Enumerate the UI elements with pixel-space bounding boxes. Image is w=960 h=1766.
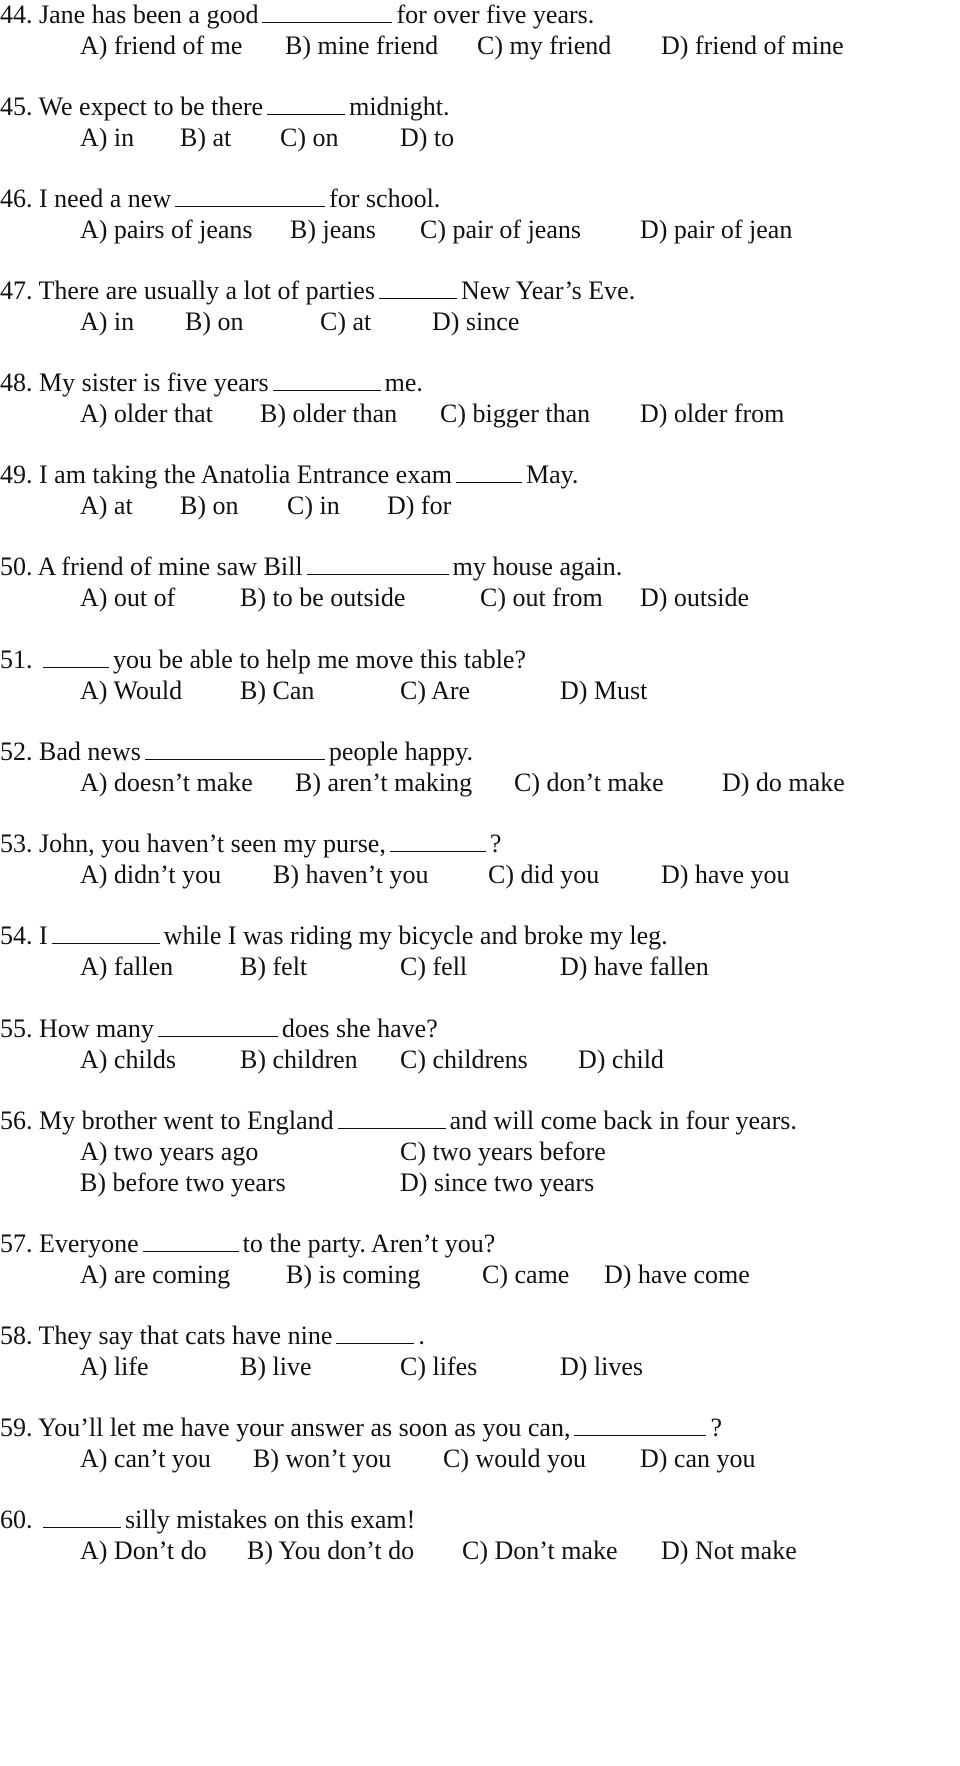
question-text-after-blank: ? bbox=[710, 1413, 723, 1442]
question-stem bbox=[0, 1413, 722, 1443]
answer-option[interactable]: D) child bbox=[578, 1045, 664, 1074]
answer-option[interactable]: C) fell bbox=[400, 952, 468, 981]
answer-blank[interactable] bbox=[175, 184, 325, 207]
answer-option[interactable]: A) fallen bbox=[80, 952, 174, 981]
question-stem bbox=[0, 1229, 495, 1259]
question-number: 53. bbox=[0, 829, 33, 858]
question-text-after-blank: to the party. Aren’t you? bbox=[242, 1229, 496, 1258]
question-text-before-blank: Jane has been a good bbox=[39, 0, 259, 29]
answer-option[interactable]: A) at bbox=[80, 491, 133, 520]
question-number: 58. bbox=[0, 1321, 33, 1350]
answer-option[interactable]: C) out from bbox=[480, 583, 603, 612]
question-text-before-blank: You’ll let me have your answer as soon as you can, bbox=[38, 1413, 571, 1442]
answer-option[interactable]: C) would you bbox=[443, 1444, 586, 1473]
question-text-before-blank: I need a new bbox=[39, 184, 172, 213]
answer-option[interactable]: C) lifes bbox=[400, 1352, 478, 1381]
question-stem bbox=[0, 92, 450, 122]
answer-blank[interactable] bbox=[379, 276, 457, 299]
question-text-after-blank: you be able to help me move this table? bbox=[113, 645, 526, 674]
answer-blank[interactable] bbox=[158, 1014, 278, 1037]
answer-option[interactable]: A) older that bbox=[80, 399, 213, 428]
answer-option[interactable]: B) mine friend bbox=[285, 31, 439, 60]
question-text-before-blank: My sister is five years bbox=[39, 368, 269, 397]
answer-option[interactable]: C) pair of jeans bbox=[420, 215, 582, 244]
answer-option[interactable]: D) have you bbox=[661, 860, 790, 889]
answer-option[interactable]: D) lives bbox=[560, 1352, 644, 1381]
answer-option[interactable]: A) in bbox=[80, 123, 135, 152]
question-text-after-blank: my house again. bbox=[452, 552, 623, 581]
answer-option[interactable]: A) doesn’t make bbox=[80, 768, 253, 797]
answer-option[interactable]: B) is coming bbox=[286, 1260, 421, 1289]
question-text-before-blank: How many bbox=[39, 1014, 154, 1043]
answer-option[interactable]: D) do make bbox=[722, 768, 845, 797]
question-text-after-blank: . bbox=[418, 1321, 425, 1350]
question-text-after-blank: people happy. bbox=[328, 737, 473, 766]
question-text-after-blank: and will come back in four years. bbox=[449, 1106, 797, 1135]
question-text-after-blank: midnight. bbox=[349, 92, 450, 121]
question-stem bbox=[0, 921, 668, 951]
answer-option[interactable]: A) can’t you bbox=[80, 1444, 211, 1473]
question-number: 49. bbox=[0, 460, 33, 489]
answer-option[interactable]: D) outside bbox=[640, 583, 750, 612]
question-text-after-blank: me. bbox=[384, 368, 423, 397]
answer-option[interactable]: D) since two years bbox=[400, 1168, 595, 1197]
answer-option[interactable]: C) on bbox=[280, 123, 339, 152]
answer-option[interactable]: A) pairs of jeans bbox=[80, 215, 253, 244]
answer-option[interactable]: D) older from bbox=[640, 399, 785, 428]
answer-option[interactable]: C) don’t make bbox=[514, 768, 664, 797]
answer-blank[interactable] bbox=[574, 1413, 706, 1436]
question-number: 46. bbox=[0, 184, 33, 213]
answer-option[interactable]: A) in bbox=[80, 307, 135, 336]
answer-blank[interactable] bbox=[338, 1106, 446, 1129]
answer-option[interactable]: A) childs bbox=[80, 1045, 177, 1074]
answer-option[interactable]: C) my friend bbox=[477, 31, 612, 60]
answer-option[interactable]: B) haven’t you bbox=[273, 860, 429, 889]
answer-option[interactable]: B) aren’t making bbox=[295, 768, 473, 797]
answer-option[interactable]: B) felt bbox=[240, 952, 308, 981]
answer-option[interactable]: B) to be outside bbox=[240, 583, 406, 612]
question-number: 47. bbox=[0, 276, 33, 305]
answer-blank[interactable] bbox=[390, 829, 486, 852]
answer-option[interactable]: B) children bbox=[240, 1045, 358, 1074]
answer-blank[interactable] bbox=[143, 1229, 239, 1252]
answer-option[interactable]: B) at bbox=[180, 123, 232, 152]
answer-option[interactable]: D) since bbox=[432, 307, 520, 336]
answer-option[interactable]: A) two years ago bbox=[80, 1137, 259, 1166]
answer-option[interactable]: C) bigger than bbox=[440, 399, 591, 428]
question-text-before-blank: I bbox=[39, 921, 48, 950]
question-number: 45. bbox=[0, 92, 33, 121]
question-text-before-blank: They say that cats have nine bbox=[38, 1321, 333, 1350]
answer-blank[interactable] bbox=[336, 1321, 414, 1344]
answer-option[interactable]: D) have fallen bbox=[560, 952, 709, 981]
answer-option[interactable]: C) Don’t make bbox=[462, 1536, 618, 1565]
question-number: 44. bbox=[0, 0, 33, 29]
answer-blank[interactable] bbox=[273, 368, 381, 391]
question-stem bbox=[0, 0, 594, 30]
answer-option[interactable]: D) can you bbox=[640, 1444, 756, 1473]
question-stem bbox=[0, 368, 423, 398]
answer-option[interactable]: C) two years before bbox=[400, 1137, 606, 1166]
question-stem bbox=[0, 645, 526, 675]
question-stem bbox=[0, 1106, 797, 1136]
question-text-after-blank: while I was riding my bicycle and broke my leg. bbox=[163, 921, 668, 950]
answer-option[interactable]: B) before two years bbox=[80, 1168, 286, 1197]
answer-blank[interactable] bbox=[456, 460, 522, 483]
answer-option[interactable]: C) childrens bbox=[400, 1045, 528, 1074]
question-text-before-blank: We expect to be there bbox=[38, 92, 264, 121]
answer-blank[interactable] bbox=[267, 92, 345, 115]
question-text-after-blank: ? bbox=[489, 829, 502, 858]
question-stem bbox=[0, 1014, 438, 1044]
question-number: 48. bbox=[0, 368, 33, 397]
answer-option[interactable]: C) at bbox=[320, 307, 372, 336]
answer-option[interactable]: A) didn’t you bbox=[80, 860, 222, 889]
question-number: 51. bbox=[0, 645, 33, 674]
answer-option[interactable]: A) Don’t do bbox=[80, 1536, 207, 1565]
answer-option[interactable]: C) Are bbox=[400, 676, 471, 705]
question-stem bbox=[0, 552, 622, 582]
answer-option[interactable]: D) friend of mine bbox=[661, 31, 844, 60]
question-stem bbox=[0, 276, 635, 306]
answer-blank[interactable] bbox=[262, 0, 392, 23]
answer-option[interactable]: D) for bbox=[387, 491, 452, 520]
answer-blank[interactable] bbox=[145, 737, 325, 760]
answer-option[interactable]: A) Would bbox=[80, 676, 183, 705]
question-text-after-blank: New Year’s Eve. bbox=[460, 276, 636, 305]
question-text-before-blank: Everyone bbox=[39, 1229, 139, 1258]
question-text-before-blank: John, you haven’t seen my purse, bbox=[39, 829, 386, 858]
question-stem bbox=[0, 829, 501, 859]
question-number: 52. bbox=[0, 737, 33, 766]
answer-option[interactable]: C) came bbox=[482, 1260, 570, 1289]
answer-option[interactable]: A) out of bbox=[80, 583, 176, 612]
answer-option[interactable]: B) Can bbox=[240, 676, 315, 705]
question-number: 56. bbox=[0, 1106, 33, 1135]
answer-option[interactable]: B) jeans bbox=[290, 215, 376, 244]
answer-option[interactable]: A) life bbox=[80, 1352, 149, 1381]
answer-option[interactable]: B) older than bbox=[260, 399, 398, 428]
answer-blank[interactable] bbox=[52, 921, 160, 944]
answer-option[interactable]: C) in bbox=[287, 491, 340, 520]
question-text-after-blank: May. bbox=[525, 460, 579, 489]
question-text-before-blank: I am taking the Anatolia Entrance exam bbox=[39, 460, 452, 489]
answer-blank[interactable] bbox=[307, 552, 449, 575]
answer-option[interactable]: D) Not make bbox=[661, 1536, 797, 1565]
question-text-after-blank: for over five years. bbox=[396, 0, 595, 29]
question-stem bbox=[0, 1505, 415, 1535]
question-stem bbox=[0, 460, 578, 490]
question-text-after-blank: for school. bbox=[329, 184, 441, 213]
answer-option[interactable]: B) on bbox=[185, 307, 244, 336]
question-number: 55. bbox=[0, 1014, 33, 1043]
answer-blank[interactable] bbox=[43, 1505, 121, 1528]
answer-option[interactable]: D) Must bbox=[560, 676, 648, 705]
question-number: 60. bbox=[0, 1505, 33, 1534]
question-number: 57. bbox=[0, 1229, 33, 1258]
answer-option[interactable]: D) have come bbox=[604, 1260, 750, 1289]
answer-option[interactable]: D) to bbox=[400, 123, 455, 152]
question-text-before-blank: Bad news bbox=[39, 737, 141, 766]
answer-option[interactable]: A) friend of me bbox=[80, 31, 243, 60]
question-text-after-blank: silly mistakes on this exam! bbox=[125, 1505, 416, 1534]
question-text-before-blank: There are usually a lot of parties bbox=[38, 276, 375, 305]
question-stem bbox=[0, 737, 473, 767]
question-stem bbox=[0, 1321, 425, 1351]
answer-option[interactable]: C) did you bbox=[488, 860, 600, 889]
question-text-before-blank: A friend of mine saw Bill bbox=[37, 552, 303, 581]
answer-option[interactable]: B) on bbox=[180, 491, 239, 520]
question-stem bbox=[0, 184, 440, 214]
answer-option[interactable]: B) live bbox=[240, 1352, 312, 1381]
question-number: 54. bbox=[0, 921, 33, 950]
question-text-after-blank: does she have? bbox=[281, 1014, 438, 1043]
answer-option[interactable]: B) You don’t do bbox=[247, 1536, 415, 1565]
question-text-before-blank: My brother went to England bbox=[39, 1106, 334, 1135]
answer-option[interactable]: A) are coming bbox=[80, 1260, 231, 1289]
answer-blank[interactable] bbox=[43, 645, 109, 668]
question-number: 50. bbox=[0, 552, 33, 581]
question-number: 59. bbox=[0, 1413, 33, 1442]
answer-option[interactable]: B) won’t you bbox=[253, 1444, 392, 1473]
answer-option[interactable]: D) pair of jean bbox=[640, 215, 793, 244]
